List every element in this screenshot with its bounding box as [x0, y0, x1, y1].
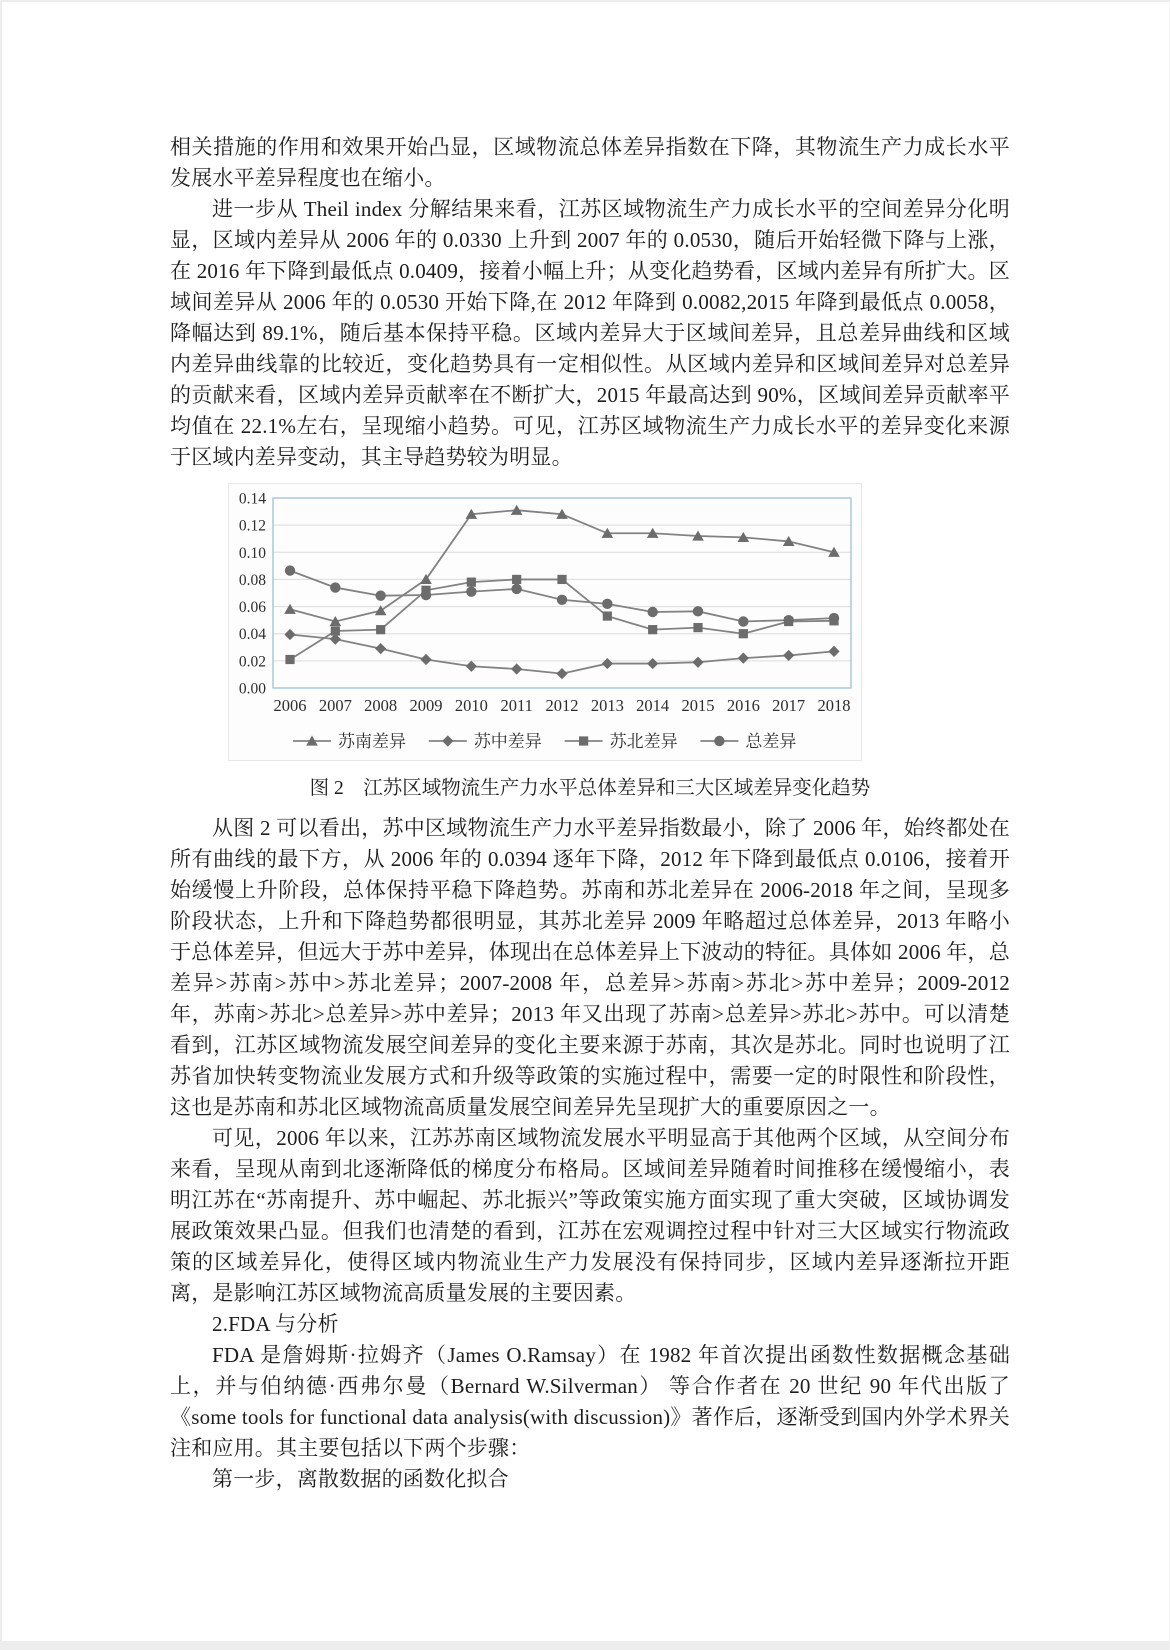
figure-caption: 图 2 江苏区域物流生产力水平总体差异和三大区域差异变化趋势	[309, 778, 871, 799]
legend-label: 总差异	[745, 732, 797, 751]
y-axis-tick-label: 0.04	[238, 626, 266, 644]
series-marker	[602, 658, 613, 669]
series-marker	[693, 623, 702, 632]
series-marker	[285, 565, 295, 575]
x-axis-tick-label: 2018	[817, 696, 851, 715]
y-axis-tick-label: 0.08	[238, 571, 266, 589]
series-marker	[466, 586, 476, 596]
plot-area-border	[273, 498, 851, 688]
legend-marker	[579, 736, 588, 745]
series-marker	[647, 607, 657, 617]
y-axis-tick-label: 0.10	[238, 544, 266, 562]
legend-label: 苏北差异	[609, 732, 678, 751]
x-axis-tick-label: 2015	[681, 696, 715, 715]
series-marker	[420, 654, 431, 665]
series-marker	[738, 653, 749, 664]
x-axis-tick-label: 2012	[545, 696, 579, 715]
paragraph-6: FDA 是詹姆斯·拉姆齐（James O.Ramsay）在 1982 年首次提出函数性数据概念基础上，并与伯纳德·西弗尔曼（Bernard W.Silverman） 等合作者在 20 世纪 90 年代出版了《some tools for functional data analysis(with discussion)》著作后，逐渐受到国内外学术界关注和应用。其主要包括以下两个步骤：	[170, 1343, 1010, 1460]
series-marker	[376, 625, 385, 634]
series-marker	[375, 591, 385, 601]
series-marker	[331, 626, 340, 635]
page-bottom-edge	[2, 1641, 1169, 1650]
series-marker	[284, 629, 295, 640]
y-axis-tick-label: 0.14	[238, 490, 266, 508]
series-marker	[602, 599, 612, 609]
series-marker	[783, 650, 794, 661]
y-axis-tick-label: 0.02	[238, 653, 266, 671]
series-marker	[284, 604, 296, 614]
x-axis-tick-label: 2016	[726, 696, 760, 715]
x-axis-tick-label: 2013	[590, 696, 624, 715]
x-axis-tick-label: 2007	[318, 696, 352, 715]
figure-chart-panel	[228, 483, 862, 761]
series-marker	[330, 582, 340, 592]
legend-marker	[714, 736, 724, 746]
section-heading-fda: 2.FDA 与分析	[212, 1312, 339, 1336]
series-marker	[557, 575, 566, 584]
x-axis-tick-label: 2011	[500, 696, 533, 715]
series-marker	[647, 658, 658, 669]
x-axis-tick-label: 2006	[273, 696, 307, 715]
series-marker	[829, 613, 839, 623]
series-marker	[828, 646, 839, 657]
series-line	[290, 635, 834, 674]
paragraph-2: 进一步从 Theil index 分解结果来看，江苏区域物流生产力成长水平的空间差异分化明显，区域内差异从 2006 年的 0.0330 上升到 2007 年的 0.0530，随后开始轻微下降与上涨，在 2016 年下降到最低点 0.0409，接着小幅上升；从变化趋势看，区域内差异有所扩大。区域间差异从 2006 年的 0.0530 开始下降,在 2012 年降到 0.0082,2015 年降到最低点 0.0058，降幅达到 89.1%，随后基本保持平稳。区域内差异大于区域间差异，且总差异曲线和区域内差异曲线靠的比较近，变化趋势具有一定相似性。从区域内差异和区域间差异对总差异的贡献来看，区域内差异贡献率在不断扩大，2015 年最高达到 90%，区域间差异贡献率平均值在 22.1%左右，呈现缩小趋势。可见，江苏区域物流生产力成长水平的差异变化来源于区域内差异变动，其主导趋势较为明显。	[170, 197, 1010, 469]
series-marker	[693, 606, 703, 616]
paragraph-3: 从图 2 可以看出，苏中区域物流生产力水平差异指数最小，除了 2006 年，始终都处在所有曲线的最下方，从 2006 年的 0.0394 逐年下降，2012 年下降到最低点 0.0106，接着开始缓慢上升阶段，总体保持平稳下降趋势。苏南和苏北差异在 2006-2018 年之间，呈现多阶段状态，上升和下降趋势都很明显，其苏北差异 2009 年略超过总体差异，2013 年略小于总体差异，但远大于苏中差异，体现出在总体差异上下波动的特征。具体如 2006 年，总差异>苏南>苏中>苏北差异；2007-2008 年，总差异>苏南>苏北>苏中差异；2009-2012 年，苏南>苏北>总差异>苏中差异；2013 年又出现了苏南>总差异>苏北>苏中。可以清楚看到，江苏区域物流发展空间差异的变化主要来源于苏南，其次是苏北。同时也说明了江苏省加快转变物流业发展方式和升级等政策的实施过程中，需要一定的时限性和阶段性，这也是苏南和苏北区域物流高质量发展空间差异先呈现扩大的重要原因之一。	[170, 816, 1010, 1119]
series-marker	[738, 616, 748, 626]
paragraph-1: 相关措施的作用和效果开始凸显，区域物流总体差异指数在下降，其物流生产力成长水平发展水平差异程度也在缩小。	[170, 135, 1010, 190]
figure-2-block	[228, 483, 862, 761]
y-axis-tick-label: 0.06	[238, 599, 266, 617]
series-marker	[466, 661, 477, 672]
page-content	[170, 132, 1010, 1495]
paragraph-4: 可见，2006 年以来，江苏苏南区域物流发展水平明显高于其他两个区域，从空间分布来看，呈现从南到北逐渐降低的梯度分布格局。区域间差异随着时间推移在缓慢缩小，表明江苏在“苏南提升、苏中崛起、苏北振兴”等政策实施方面实现了重大突破，区域协调发展政策效果凸显。但我们也清楚的看到，江苏在宏观调控过程中针对三大区域实行物流政策的区域差异化，使得区域内物流业生产力发展没有保持同步，区域内差异逐渐拉开距离，是影响江苏区域物流高质量发展的主要因素。	[170, 1126, 1010, 1305]
x-axis-tick-label: 2009	[409, 696, 443, 715]
series-marker	[603, 611, 612, 620]
paragraph-7: 第一步，离散数据的函数化拟合	[212, 1467, 509, 1491]
x-axis-tick-label: 2008	[364, 696, 398, 715]
series-marker	[467, 578, 476, 587]
series-marker	[692, 657, 703, 668]
y-axis-tick-label: 0.00	[238, 680, 266, 698]
x-axis-tick-label: 2014	[636, 696, 670, 715]
x-axis-tick-label: 2017	[772, 696, 806, 715]
series-marker	[512, 575, 521, 584]
series-marker	[557, 595, 567, 605]
series-marker	[285, 655, 294, 664]
series-marker	[739, 629, 748, 638]
figure-chart-svg	[229, 484, 861, 760]
series-marker	[511, 584, 521, 594]
legend-marker	[442, 735, 453, 746]
series-marker	[556, 668, 567, 679]
series-marker	[511, 663, 522, 674]
x-axis-tick-label: 2010	[454, 696, 488, 715]
series-marker	[421, 590, 431, 600]
y-axis-tick-label: 0.12	[238, 517, 266, 535]
series-marker	[375, 643, 386, 654]
series-marker	[783, 615, 793, 625]
legend-label: 苏中差异	[473, 732, 542, 751]
series-marker	[648, 625, 657, 634]
legend-label: 苏南差异	[338, 732, 406, 751]
